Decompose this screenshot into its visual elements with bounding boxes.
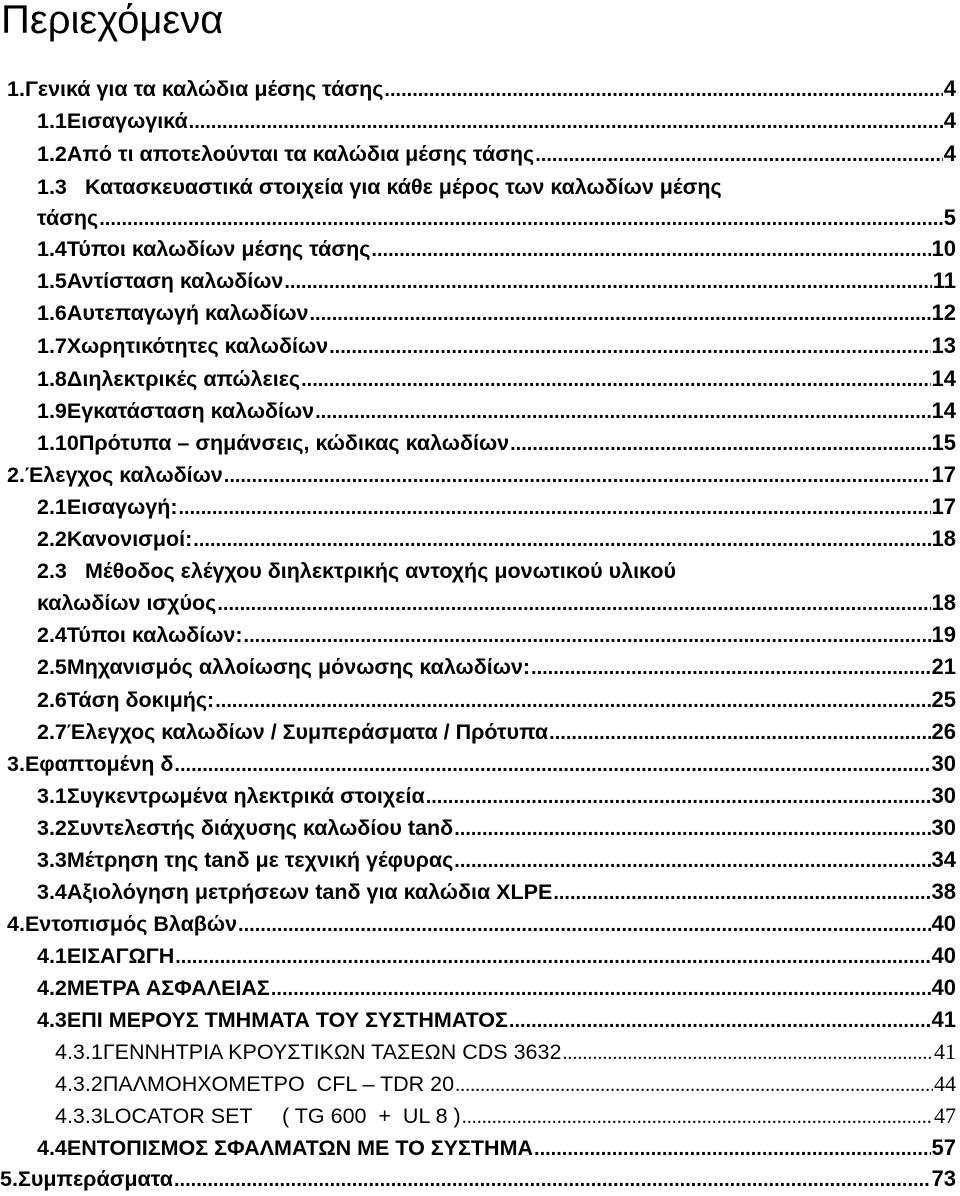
leader-dots <box>535 140 943 170</box>
toc-number: 4.3.2 <box>55 1072 103 1096</box>
toc-entry-2-3[interactable] <box>0 556 956 618</box>
leader-dots <box>454 814 930 844</box>
toc-label: Εισαγωγή: <box>66 495 178 519</box>
leader-dots <box>553 878 930 908</box>
leader-dots <box>315 397 930 427</box>
toc-label: Διηλεκτρικές απώλειες <box>66 367 301 391</box>
toc-page: 5 <box>943 205 956 230</box>
leader-dots <box>174 750 930 780</box>
toc-number: 2.3 <box>37 559 67 583</box>
toc-page: 41 <box>931 1007 956 1032</box>
toc-label: Γενικά για τα καλώδια μέσης τάσης <box>24 77 384 101</box>
toc-label: ΜΕΤΡΑ ΑΣΦΑΛΕΙΑΣ <box>66 976 270 1000</box>
leader-dots <box>531 653 931 683</box>
leader-dots <box>454 846 930 876</box>
toc-entry-1-3[interactable] <box>0 172 956 234</box>
leader-dots <box>224 461 931 491</box>
toc-number: 1.9 <box>37 399 67 423</box>
leader-dots <box>384 75 942 105</box>
toc-label: Εγκατάσταση καλωδίων <box>66 399 315 423</box>
toc-page: 25 <box>931 687 956 712</box>
leader-dots <box>99 204 943 234</box>
leader-dots <box>329 332 930 362</box>
toc-number: 4.3 <box>37 1008 67 1032</box>
toc-number: 3.1 <box>37 784 67 808</box>
toc-label-line2: τάσης <box>37 206 99 230</box>
toc-page: 30 <box>931 751 956 776</box>
leader-dots <box>534 1134 931 1164</box>
leader-dots <box>238 910 930 940</box>
toc-page: 13 <box>931 333 956 358</box>
leader-dots <box>271 974 931 1004</box>
leader-dots <box>244 621 931 651</box>
toc-label: Χωρητικότητες καλωδίων <box>66 334 329 358</box>
toc-page: 18 <box>931 526 956 551</box>
toc-label: Έλεγχος καλωδίων <box>24 463 223 487</box>
toc-number: 2.7 <box>37 720 67 744</box>
toc-page: 73 <box>931 1166 956 1191</box>
toc-label: Εντοπισμός Βλαβών <box>24 912 238 936</box>
toc-number: 4.2 <box>37 976 67 1000</box>
toc-page: 4 <box>943 108 956 133</box>
toc-page: 30 <box>931 783 956 808</box>
toc-number: 1.8 <box>37 367 67 391</box>
toc-page: 17 <box>931 494 956 519</box>
toc-number: 3.3 <box>37 848 67 872</box>
toc-number: 4. <box>7 912 25 936</box>
toc-label: Αντίσταση καλωδίων <box>66 269 284 293</box>
toc-number: 3.4 <box>37 880 67 904</box>
toc-label: Συμπεράσματα <box>17 1167 173 1191</box>
leader-dots <box>175 942 930 972</box>
toc-label: Συγκεντρωμένα ηλεκτρικά στοιχεία <box>66 784 425 808</box>
toc-number: 1.2 <box>37 142 67 166</box>
toc-label: ΕΠΙ ΜΕΡΟΥΣ ΤΜΗΜΑΤΑ ΤΟΥ ΣΥΣΤΗΜΑΤΟΣ <box>66 1008 508 1032</box>
toc-number: 5. <box>0 1167 18 1191</box>
toc-number: 1.5 <box>37 269 67 293</box>
toc-number: 1.10 <box>37 431 79 455</box>
toc-page: 10 <box>931 236 956 261</box>
toc-number: 1.4 <box>37 237 67 261</box>
leader-dots <box>549 718 930 748</box>
toc-page: 4 <box>943 141 956 166</box>
toc-label: Από τι αποτελούνται τα καλώδια μέσης τάσης <box>66 142 535 166</box>
toc-page: 21 <box>931 654 956 679</box>
page-title: Περιεχόμενα <box>1 0 224 42</box>
toc-page: 14 <box>931 398 956 423</box>
leader-dots <box>174 1165 931 1195</box>
toc-page: 34 <box>931 847 956 872</box>
toc-page: 11 <box>932 268 956 293</box>
leader-dots <box>371 235 930 265</box>
toc-label: Τύποι καλωδίων: <box>66 623 243 647</box>
toc-label-line1: Μέθοδος ελέγχου διηλεκτρικής αντοχής μονωτικού υλικού <box>84 559 676 583</box>
toc-label: Συντελεστής διάχυσης καλωδίου tanδ <box>66 816 454 840</box>
toc-number: 1.7 <box>37 334 67 358</box>
toc-page: 18 <box>931 590 956 615</box>
toc-number: 2.6 <box>37 688 67 712</box>
toc-number: 4.3.3 <box>55 1104 103 1128</box>
toc-label: Εφαπτομένη δ <box>24 752 174 776</box>
leader-dots <box>284 267 931 297</box>
leader-dots <box>462 1102 933 1132</box>
toc-page: 19 <box>931 622 956 647</box>
toc-number: 1.6 <box>37 301 67 325</box>
toc-label-line1: Κατασκευαστικά στοιχεία για κάθε μέρος των καλωδίων μέσης <box>84 175 722 199</box>
toc-number: 4.1 <box>37 944 67 968</box>
leader-dots <box>562 1038 933 1068</box>
toc-page: 40 <box>931 943 956 968</box>
toc-number: 3.2 <box>37 816 67 840</box>
toc-label: Μηχανισμός αλλοίωσης μόνωσης καλωδίων: <box>66 655 531 679</box>
leader-dots <box>189 107 943 137</box>
leader-dots <box>193 525 930 555</box>
toc-page: 30 <box>931 815 956 840</box>
toc-page: 17 <box>931 462 956 487</box>
toc-label: ΓΕΝΝΗΤΡΙΑ ΚΡΟΥΣΤΙΚΩΝ ΤΑΣΕΩΝ CDS 3632 <box>102 1040 562 1064</box>
toc-label: Έλεγχος καλωδίων / Συμπεράσματα / Πρότυπα <box>66 720 549 744</box>
toc-page: 26 <box>931 719 956 744</box>
toc-page: 57 <box>931 1135 956 1160</box>
leader-dots <box>309 299 930 329</box>
toc-label: ΠΑΛΜΟΗΧΟΜΕΤΡΟ CFL – TDR 20 <box>102 1072 455 1096</box>
toc-number: 1.1 <box>37 109 67 133</box>
toc-label: ΕΝΤΟΠΙΣΜΟΣ ΣΦΑΛΜΑΤΩΝ ΜΕ ΤΟ ΣΥΣΤΗΜΑ <box>66 1136 534 1160</box>
leader-dots <box>217 589 930 619</box>
toc-label: Αξιολόγηση μετρήσεων tanδ για καλώδια XLPE <box>66 880 553 904</box>
toc-label: Πρότυπα – σημάνσεις, κώδικας καλωδίων <box>78 431 510 455</box>
leader-dots <box>179 493 931 523</box>
leader-dots <box>215 686 930 716</box>
toc-number: 2.1 <box>37 495 67 519</box>
toc-label: Εισαγωγικά <box>66 109 188 133</box>
toc-label: LOCATOR SET ( TG 600 + UL 8 ) <box>102 1104 461 1128</box>
toc-page: 14 <box>931 366 956 391</box>
leader-dots <box>510 429 930 459</box>
leader-dots <box>455 1070 933 1100</box>
toc-number: 3. <box>7 752 25 776</box>
leader-dots <box>426 782 931 812</box>
leader-dots <box>509 1006 931 1036</box>
toc-page: 40 <box>931 975 956 1000</box>
toc-number: 4.3.1 <box>55 1040 103 1064</box>
toc-label: Τάση δοκιμής: <box>66 688 215 712</box>
toc-label: ΕΙΣΑΓΩΓΗ <box>66 944 175 968</box>
toc-page: 40 <box>931 911 956 936</box>
leader-dots <box>301 365 930 395</box>
toc-page: 15 <box>931 430 956 455</box>
toc-label: Αυτεπαγωγή καλωδίων <box>66 301 309 325</box>
toc-number: 4.4 <box>37 1136 67 1160</box>
toc-page: 41 <box>934 1039 956 1064</box>
toc-page: 44 <box>934 1071 956 1096</box>
toc-label: Τύποι καλωδίων μέσης τάσης <box>66 237 371 261</box>
toc-page: 38 <box>931 879 956 904</box>
toc-label-line2: καλωδίων ισχύος <box>37 591 217 615</box>
toc-page: 4 <box>943 76 956 101</box>
toc-number: 1. <box>7 77 25 101</box>
toc-label: Κανονισμοί: <box>66 527 193 551</box>
toc-number: 2. <box>7 463 25 487</box>
toc-number: 2.4 <box>37 623 67 647</box>
toc-number: 2.2 <box>37 527 67 551</box>
toc-label: Μέτρηση της tanδ με τεχνική γέφυρας <box>66 848 454 872</box>
toc-page: 47 <box>934 1103 956 1128</box>
toc-number: 2.5 <box>37 655 67 679</box>
toc-page: 12 <box>931 300 956 325</box>
toc-number: 1.3 <box>37 175 67 199</box>
